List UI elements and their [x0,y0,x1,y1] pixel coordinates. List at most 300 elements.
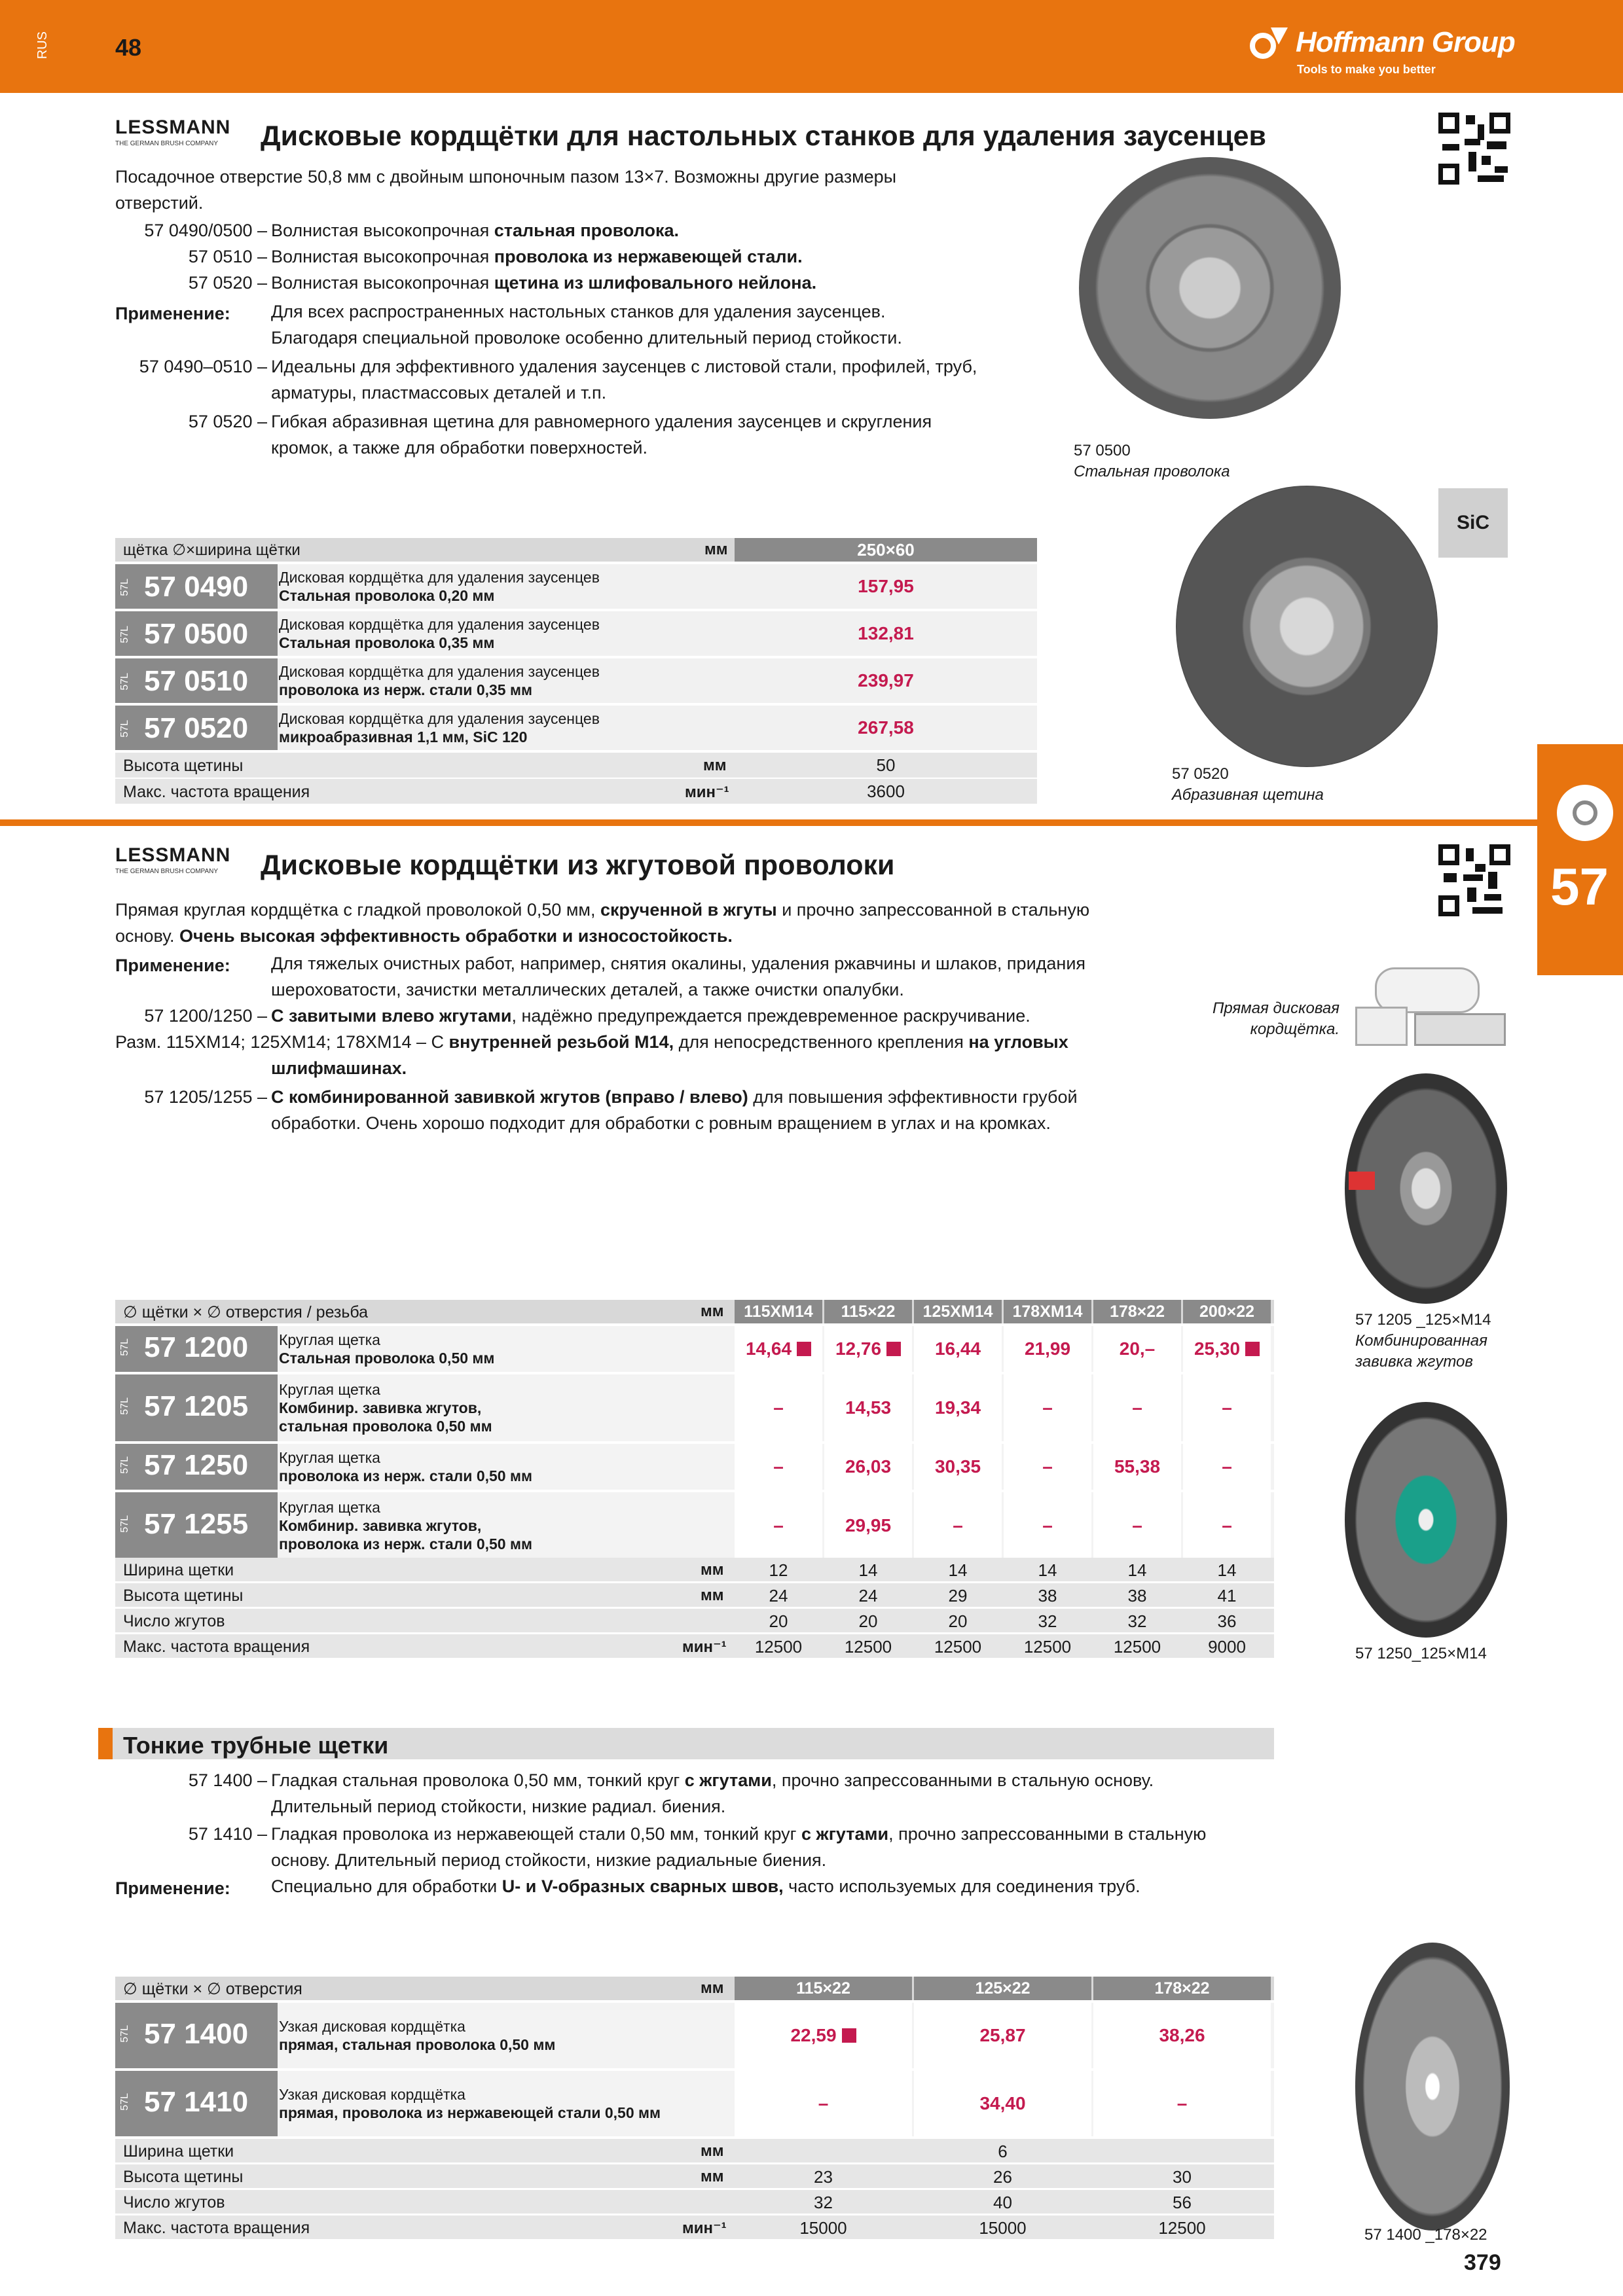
footer-value: 12500 [1023,1637,1072,1657]
lessmann-logo [115,117,246,156]
angle-grinder-illustration [1349,954,1519,1059]
price: 25,87 [979,2025,1026,2045]
footer-value: 15000 [799,2218,847,2238]
qr-code-icon [1438,113,1510,185]
use-text: кромок, а также для обработки поверхностей. [271,438,648,457]
table-footer-row [115,2164,1274,2188]
text-bold: шлифмашинах. [271,1058,407,1078]
product-desc-detail: Стальная проволока 0,35 мм [279,634,495,651]
wire-brush-image [1079,157,1341,419]
item-desc [271,243,803,270]
price: 14,64 [745,1338,792,1359]
article-prefix: 57L [119,626,130,643]
price: – [1042,1515,1053,1535]
table-row [115,611,1037,656]
product-desc: Дисковая кордщётка для удаления заусенцев [279,616,600,633]
table-row [115,564,1037,609]
footer-value: 15000 [979,2218,1027,2238]
new-marker-icon [1245,1342,1260,1356]
footer-value: 38 [1038,1586,1057,1605]
product-desc: Круглая щетка [279,1381,380,1398]
chapter-tab [1537,744,1623,975]
article-code-box [115,2071,278,2136]
price-cell [824,1492,912,1559]
page-number: 379 [1464,2250,1501,2275]
item-desc [271,1767,1154,1793]
table-row [115,706,1037,750]
footer-value: 14 [858,1560,878,1580]
application-text [271,1873,1140,1899]
footer-label: Макс. частота вращения [123,1638,310,1656]
footer-value: 14 [948,1560,968,1580]
article-code: 57 1205 [144,1390,249,1422]
item-code: 57 1400 – [188,1770,267,1790]
brand-name: Hoffmann Group [1296,26,1515,58]
hoffmann-logo [1247,22,1515,81]
item-text: Волнистая высокопрочная [271,221,494,240]
table-footer-row [115,753,1037,778]
price-cell [735,1326,822,1372]
text: Гладкая стальная проволока 0,50 мм, тонкий круг [271,1770,685,1790]
article-code-box [115,2003,278,2068]
footer-value: 12 [769,1560,788,1580]
image-caption-code: 57 1250_125×M14 [1355,1645,1487,1662]
price-cell [735,1374,822,1441]
product-desc-detail: прямая, проволока из нержавеющей стали 0,50 мм [279,2104,661,2121]
lessmann-tagline: THE GERMAN BRUSH COMPANY [115,868,219,875]
size-column-header: 178×22 [1093,1300,1181,1323]
price: 25,30 [1194,1338,1241,1359]
price-cell [1093,2003,1271,2068]
section-divider [0,819,1623,826]
product-desc-detail: прямая, стальная проволока 0,50 мм [279,2036,556,2053]
product-desc: Узкая дисковая кордщётка [279,2018,465,2035]
chapter-number: 57 [1550,857,1609,916]
footer-unit: мм [701,2168,724,2185]
text: Прямая круглая кордщётка с гладкой проволокой 0,50 мм, [115,900,600,920]
section2-intro-1 [115,897,1089,923]
price-cell [1004,1492,1091,1559]
price: 12,76 [835,1338,882,1359]
text: для повышения эффективности грубой [748,1087,1078,1107]
image-caption-code: 57 1205 _125×M14 [1355,1311,1491,1329]
price: 19,34 [934,1397,981,1418]
image-caption-code: 57 0520 [1172,765,1229,783]
qr-code-icon [1438,844,1510,916]
product-desc: Круглая щетка [279,1499,380,1516]
product-desc: Узкая дисковая кордщётка [279,2086,465,2103]
text: основу. [115,926,179,946]
article-prefix: 57L [119,579,130,596]
article-code: 57 0490 [144,571,249,603]
price: 132,81 [858,623,914,643]
item-desc-2: основу. Длительный период стойкости, низкие радиальные биения. [271,1850,827,1870]
section3-title-bar [113,1728,1274,1759]
footer-label: Число жгутов [123,1612,225,1630]
price-cell [735,1492,822,1559]
application-label: Применение: [115,304,230,323]
footer-value: 36 [1217,1611,1237,1631]
footer-value: 12500 [1158,2218,1206,2238]
section1-intro-2: отверстий. [115,193,204,213]
table-row [115,1492,1274,1559]
text: , надёжно предупреждается преждевременное раскручивание. [511,1006,1030,1026]
image-caption: Комбинированная [1355,1332,1487,1350]
price: – [1132,1397,1142,1418]
use-text: арматуры, пластмассовых деталей и т.п. [271,383,607,403]
footer-unit: мин⁻¹ [685,783,729,801]
text: и прочно запрессованной в стальную [776,900,1090,920]
price-cell [914,2071,1091,2136]
footer-value: 26 [993,2167,1012,2187]
price: – [1222,1397,1232,1418]
item-desc [271,1821,1206,1847]
footer-value: 9000 [1208,1637,1246,1657]
product-desc-detail: Комбинир. завивка жгутов, [279,1399,482,1416]
price: 29,95 [845,1515,892,1535]
price: – [773,1397,784,1418]
size-column-header: 200×22 [1183,1300,1271,1323]
table-row [115,2003,1274,2068]
footer-value: 12500 [934,1637,982,1657]
product-desc-detail: проволока из нерж. стали 0,50 мм [279,1467,533,1484]
price: 239,97 [858,670,914,691]
footer-value: 56 [1173,2193,1192,2212]
footer-label: Высота щетины [123,757,244,775]
price-cell [1093,1374,1181,1441]
price-cell [1093,1326,1181,1372]
article-prefix: 57L [119,2093,130,2111]
footer-value: 12500 [1113,1637,1161,1657]
footer-value: 14 [1127,1560,1147,1580]
article-code-box [115,1444,278,1490]
price-cell [1183,1326,1271,1372]
footer-value: 24 [769,1586,788,1605]
product-desc-detail: проволока из нерж. стали 0,35 мм [279,681,533,698]
use-text: Идеальны для эффективного удаления заусенцев с листовой стали, профилей, труб, [271,357,977,376]
price-cell [1004,1326,1091,1372]
price-cell [824,1374,912,1441]
article-prefix: 57L [119,1338,130,1356]
new-marker-icon [842,2028,856,2043]
table-header-label: щётка ∅×ширина щётки [123,541,301,559]
size-column-header: 115×22 [824,1300,912,1323]
footer-value: 3600 [867,781,905,801]
lessmann-tagline: THE GERMAN BRUSH COMPANY [115,140,219,147]
price: – [953,1515,963,1535]
price-cell [914,1444,1002,1490]
image-caption-code: 57 1400 _178×22 [1364,2226,1487,2244]
footer-value: 50 [876,755,896,775]
price: 34,40 [979,2093,1026,2113]
knot-brush-green-image [1345,1402,1507,1638]
price: – [818,2093,829,2113]
footer-value: 32 [1038,1611,1057,1631]
text-bold: с жгутами [801,1824,889,1844]
hoffmann-logo-icon [1247,25,1293,62]
text-bold: U- и V-образных сварных швов, [501,1876,784,1896]
footer-label: Ширина щетки [123,1561,234,1579]
price-cell [735,1444,822,1490]
article-code: 57 1200 [144,1331,249,1363]
table-header-label: ∅ щётки × ∅ отверстия [123,1980,302,1998]
footer-unit: мм [701,1587,724,1604]
product-desc-detail: микроабразивная 1,1 мм, SiC 120 [279,728,528,745]
footer-label: Макс. частота вращения [123,2219,310,2237]
text: Специально для обработки [271,1876,502,1896]
footer-value: 20 [769,1611,788,1631]
text: для непосредственного крепления [674,1032,969,1052]
item-code: Разм. 115XM14; 125XM14; 178XM14 – [115,1032,427,1052]
article-prefix: 57L [119,720,130,738]
product-desc: Дисковая кордщётка для удаления заусенцев [279,663,600,680]
application-text-1: Для тяжелых очистных работ, например, снятия окалины, удаления ржавчины и шлаков, придания [271,954,1086,973]
item-desc [271,1084,1078,1110]
application-text-2: шероховатости, зачистки металлических деталей, а также очистки опалубки. [271,980,904,999]
lessmann-name: LESSMANN [115,844,231,866]
price-cell [1183,1374,1271,1441]
article-code-box [115,706,278,750]
footer-value: 41 [1217,1586,1237,1605]
table-header-unit: мм [701,1979,724,1997]
footer-unit: мм [703,757,727,774]
article-prefix: 57L [119,1456,130,1474]
size-column-header: 115XM14 [735,1300,822,1323]
article-code-box [115,1326,278,1372]
application-text-2: Благодаря специальной проволоке особенно длительный период стойкости. [271,328,902,348]
item-code: 57 1410 – [188,1824,267,1844]
item-desc [271,217,679,243]
price: 20,– [1119,1338,1156,1359]
footer-value: 29 [948,1586,968,1605]
price-cell [1093,2071,1271,2136]
article-code: 57 0520 [144,712,249,744]
table-footer-row [115,1634,1274,1658]
text-bold: внутренней резьбой M14, [448,1032,674,1052]
price: 157,95 [858,576,914,596]
price: – [1176,2093,1188,2113]
price: 267,58 [858,717,914,738]
table-row [115,2071,1274,2136]
price: – [1222,1456,1232,1477]
grinder-caption-2: кордщётка. [1250,1020,1340,1038]
footer-value: 14 [1217,1560,1237,1580]
product-desc: Круглая щетка [279,1449,380,1466]
footer-value: 40 [993,2193,1012,2212]
article-code-box [115,611,278,656]
item-code: 57 0510 – [188,247,267,266]
size-column-header: 178XM14 [1004,1300,1091,1323]
text-bold: скрученной в жгуты [600,900,777,920]
section1-intro-1: Посадочное отверстие 50,8 мм с двойным шпоночным пазом 13×7. Возможны другие размеры [115,167,897,187]
table-row [115,1444,1274,1490]
sic-badge: SiC [1438,488,1508,558]
lessmann-name: LESSMANN [115,117,231,138]
price-cell [914,1326,1002,1372]
text: С [426,1032,449,1052]
item-code: 57 1200/1250 – [144,1006,267,1026]
footer-value: 38 [1127,1586,1147,1605]
footer-label: Высота щетины [123,2168,244,2186]
language-tag: RUS [35,31,50,60]
brand-tagline: Tools to make you better [1297,63,1436,76]
table-footer-row [115,2139,1274,2162]
application-label: Применение: [115,956,230,975]
footer-label: Ширина щетки [123,2142,234,2161]
footer-unit: мин⁻¹ [682,1638,727,1656]
price: 55,38 [1114,1456,1161,1477]
grinder-caption-1: Прямая дисковая [1212,999,1340,1017]
section2-title: Дисковые кордщётки из жгутовой проволоки [261,850,895,881]
price-cell [824,1326,912,1372]
footer-label: Число жгутов [123,2193,225,2212]
footer-label: Макс. частота вращения [123,783,310,801]
footer-unit: мм [701,1561,724,1579]
table-footer-row [115,1558,1274,1581]
article-prefix: 57L [119,1515,130,1533]
article-code: 57 1255 [144,1508,249,1540]
footer-value: 30 [1173,2167,1192,2187]
page-number-top: 48 [115,34,142,61]
size-column-header: 115×22 [735,1977,912,2000]
new-marker-icon [797,1342,811,1356]
text: , прочно запрессованными в стальную основу. [771,1770,1154,1790]
price-cell [914,1492,1002,1559]
item-code: 57 0490/0500 – [144,221,267,240]
product-desc-detail: проволока из нерж. стали 0,50 мм [279,1535,533,1552]
article-code: 57 1250 [144,1449,249,1481]
item-desc-2: обработки. Очень хорошо подходит для обработки с ровным вращением в углах и на кромках. [271,1113,1051,1133]
article-code-box [115,1492,278,1559]
item-bold: проволока из нержавеющей стали. [494,247,803,266]
footer-value: 20 [858,1611,878,1631]
abrasive-brush-image [1176,486,1438,767]
article-prefix: 57L [119,1397,130,1415]
table-footer-row [115,779,1037,804]
text-bold: Очень высокая эффективность обработки и износостойкость. [179,926,733,946]
article-code: 57 0500 [144,618,249,650]
price-cell [1183,1492,1271,1559]
product-desc-detail: Стальная проволока 0,50 мм [279,1350,495,1367]
image-caption-code: 57 0500 [1074,442,1131,459]
price: – [773,1515,784,1535]
price-cell [914,2003,1091,2068]
footer-value: 12500 [844,1637,892,1657]
item-desc-2: Длительный период стойкости, низкие радиал. биения. [271,1797,726,1816]
item-desc [115,1029,1068,1055]
article-code: 57 1410 [144,2086,249,2118]
thin-brush-image [1355,1943,1510,2231]
price-cell [1093,1492,1181,1559]
footer-value: 6 [998,2142,1008,2161]
text-bold: с жгутами [684,1770,772,1790]
article-code: 57 1400 [144,2018,249,2050]
size-column-header: 125XM14 [914,1300,1002,1323]
product-desc-detail: стальная проволока 0,50 мм [279,1418,492,1435]
section2-intro-2 [115,923,733,949]
price: – [1042,1456,1053,1477]
text: Гладкая проволока из нержавеющей стали 0,50 мм, тонкий круг [271,1824,802,1844]
article-code-box [115,1374,278,1441]
application-label: Применение: [115,1878,230,1898]
image-caption: завивка жгутов [1355,1353,1473,1371]
price: – [1222,1515,1232,1535]
price: 16,44 [934,1338,981,1359]
article-code-box [115,658,278,703]
article-prefix: 57L [119,2025,130,2043]
price: 22,59 [790,2025,837,2045]
table1-header [115,538,1037,562]
table-header-unit: мм [701,1302,724,1320]
arrow-icon [1349,1172,1375,1190]
footer-unit: мин⁻¹ [682,2219,727,2237]
new-marker-icon [886,1342,901,1356]
item-desc [271,1003,1030,1029]
price: – [1042,1397,1053,1418]
footer-unit: мм [701,2142,724,2160]
product-desc-detail: Комбинир. завивка жгутов, [279,1517,482,1534]
footer-value: 32 [1127,1611,1147,1631]
table-footer-row [115,1583,1274,1607]
article-code-box [115,564,278,609]
footer-value: 12500 [754,1637,803,1657]
price: 30,35 [934,1456,981,1477]
footer-label: Высота щетины [123,1587,244,1605]
use-code: 57 0490–0510 – [139,357,267,376]
price-cell [1183,1444,1271,1490]
item-desc [271,270,816,296]
footer-value: 14 [1038,1560,1057,1580]
use-code: 57 0520 – [188,412,267,431]
product-desc-detail: Стальная проволока 0,20 мм [279,587,495,604]
section3-title: Тонкие трубные щетки [123,1732,389,1759]
price-cell [1004,1444,1091,1490]
table-header-size: 250×60 [735,538,1037,562]
application-text-1: Для всех распространенных настольных станков для удаления заусенцев. [271,302,886,321]
table-footer-row [115,2215,1274,2239]
text: часто используемых для соединения труб. [783,1876,1140,1896]
size-column-header: 178×22 [1093,1977,1271,2000]
price-cell [824,1444,912,1490]
item-code: 57 0520 – [188,273,267,293]
table-row [115,1326,1274,1372]
text: , прочно запрессованными в стальную [888,1824,1207,1844]
brush-icon [1557,785,1613,841]
price-cell [1004,1374,1091,1441]
item-bold: стальная проволока. [494,221,680,240]
text-bold: на угловых [968,1032,1068,1052]
table2-header [115,1300,1274,1323]
article-prefix: 57L [119,673,130,691]
table-header-unit: мм [704,541,728,558]
image-caption: Стальная проволока [1074,463,1230,480]
text-bold: С комбинированной завивкой жгутов (вправо / влево) [271,1087,748,1107]
footer-value: 20 [948,1611,968,1631]
table-footer-row [115,1609,1274,1632]
table-footer-row [115,2190,1274,2214]
table-header-label: ∅ щётки × ∅ отверстия / резьба [123,1303,369,1321]
footer-value: 24 [858,1586,878,1605]
price: 38,26 [1159,2025,1205,2045]
price-cell [735,2003,912,2068]
item-text: Волнистая высокопрочная [271,247,494,266]
image-caption: Абразивная щетина [1172,786,1324,804]
footer-value: 32 [814,2193,833,2212]
price: 14,53 [845,1397,892,1418]
item-bold: щетина из шлифовального нейлона. [494,273,817,293]
product-desc: Дисковая кордщётка для удаления заусенцев [279,710,600,727]
price-cell [735,2071,912,2136]
